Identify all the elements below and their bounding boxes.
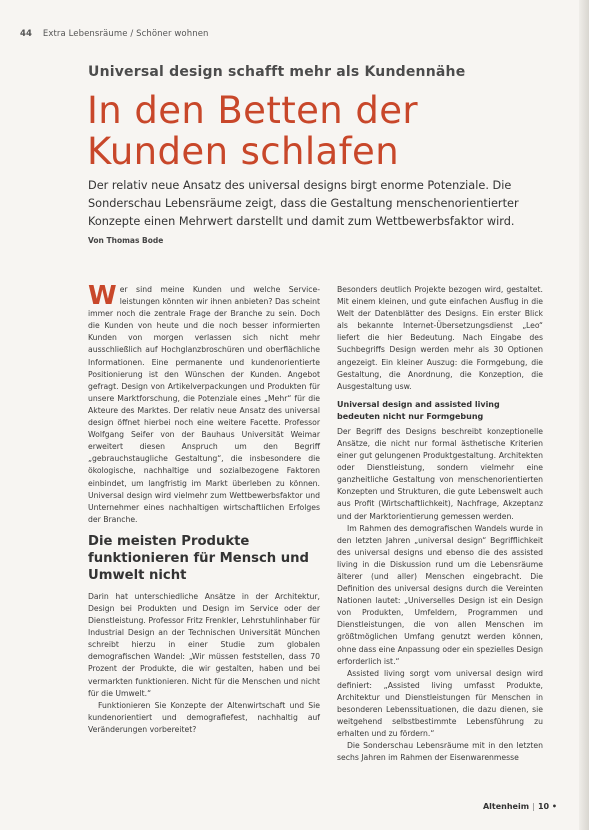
paragraph: Im Rahmen des demografischen Wandels wurde in den letzten Jahren „universal design“ Begrifflichkeit des universal designs und ebenso die des assisted living in die Diskussion rund um die Lebensräume älterer (und aller) Menschen eingebracht. Die Definition des universal designs durch die Vereinten Nationen lautet: „Universelles Design ist ein Design von Produkten, Umfeldern, Programmen und Dienstleistungen, die von allen Menschen im größtmöglichen Umfang genutzt werden können, ohne dass eine Anpassung oder ein spezielles Design erforderlich ist.“ <box>337 523 543 666</box>
paragraph: Besonders deutlich Projekte bezogen wird, gestaltet. Mit einem kleinen, und gute einfachen Ausflug in die Welt der Datenblätter des Designs. Ein erster Blick als bekannte Internet-Übersetzungsdienst „Leo“ liefert die hier Bedeutung. Nach Eingabe des Suchbegriffs Design werden mehr als 30 Optionen angezeigt. Ein kleiner Auszug: die Formgebung, die Gestaltung, die Anordnung, die Konzeption, die Ausgestaltung usw. <box>337 285 543 391</box>
paragraph-text: er sind meine Kunden und welche Serviceleistungen könnten wir ihnen anbieten? Das scheint immer noch die zentrale Frage der Branche zu sein. Doch die Kunden von heute und die noch besser informierten Kunden von morgen verlassen sich nicht mehr ausschließlich auf Hochglanzbroschüren und oberflächliche Informationen. Eine permanente und kundenorientierte Positionierung ist den Wünschen der Kunden. Angebot gefragt. Design von Artikelverpackungen und Produkten für unsere Marktforschung, die Potenziale eines „Mehr“ für die Akteure des Marktes. Der relativ neue Ansatz des universal design öffnet hierbei noch eine weitere Facette. Professor Wolfgang Seifer von der Bauhaus Universität Weimar erweitert diesen Anspruch um den Begriff „gebrauchstaugliche Gestaltung“, die insbesondere die ökologische, nachhaltige und sozialbezogene Faktoren einbindet, um langfristig im Markt überleben zu können. Universal design wird vielmehr zum Wettbewerbsfaktor und Unternehmer eines nachhaltigen wirtschaftlichen Erfolges der Branche. <box>88 285 320 524</box>
right-column <box>337 284 543 764</box>
issue-label: 10 • <box>537 802 557 811</box>
left-column <box>88 281 320 736</box>
section-subhead: Die meisten Produkte funktionieren für Mensch und Umwelt nicht <box>88 533 309 583</box>
page-footer <box>483 802 557 811</box>
paragraph: Darin hat unterschiedliche Ansätze in der Architektur, Design bei Produkten und Design im Service oder der Dienstleistung. Professor Fritz Frenkler, Lehrstuhlinhaber für Industrial Design an der Technischen Universität München schreibt hierzu in einer Studie zum globalen demografischen Wandel: „Wir müssen feststellen, dass 70 Prozent der Produkte, die wir gestalten, haben und bei vermarkten funktionieren. Nicht für die Menschen und nicht für die Umwelt.“ <box>88 591 320 698</box>
paragraph: Die Sonderschau Lebensräume mit in den letzten sechs Jahren im Rahmen der Eisenwarenmesse <box>337 741 543 763</box>
paragraph: Funktionieren Sie Konzepte der Altenwirtschaft und Sie kundenorientiert und demografiefest, nachhaltig auf Veränderungen vorbereitet? <box>88 700 320 734</box>
paragraph: Assisted living sorgt vom universal design wird definiert: „Assisted living umfasst Produkte, Architektur und Dienstleistungen für Menschen in besonderen Lebenssituationen, die dazu dienen, sie weitgehend selbstbestimmte Lebensführung zu erhalten und zu fördern.“ <box>337 668 543 739</box>
article-headline: In den Betten der Kunden schlafen <box>87 89 418 173</box>
footer-separator: | <box>532 802 535 811</box>
paragraph: Der Begriff des Designs beschreibt konzeptionelle Ansätze, die nicht nur formal ästhetische Kriterien einer gut gelungenen Produktgestaltung. Architekten oder Dienstleistung, sondern vielmehr eine ganzheitliche Gestaltung von menschenorientierten Konzepten und Strukturen, die gute Lebenswelt auch aus Profit (Wirtschaftlichkeit), Nachfrage, Akzeptanz und der Marktorientierung gemessen werden. <box>337 426 543 521</box>
binding-shadow <box>579 0 589 830</box>
article-kicker: Universal design schafft mehr als Kundennähe <box>88 64 466 80</box>
byline: Von Thomas Bode <box>88 236 164 245</box>
running-head <box>20 29 209 39</box>
drop-cap: W <box>88 281 117 311</box>
article-lead: Der relativ neue Ansatz des universal designs birgt enorme Potenziale. Die Sonderschau Lebensräume zeigt, dass die Gestaltung menschenorientierter Konzepte einen Mehrwert darstellt und damit zum Wettbewerbsfaktor wird. <box>88 179 519 228</box>
section-subhead: Universal design and assisted living bedeuten nicht nur Formgebung <box>337 399 500 421</box>
section-label: Extra Lebensräume / Schöner wohnen <box>42 29 209 39</box>
paragraph <box>88 281 320 526</box>
magazine-name: Altenheim <box>482 802 530 811</box>
page-number: 44 <box>20 29 33 39</box>
